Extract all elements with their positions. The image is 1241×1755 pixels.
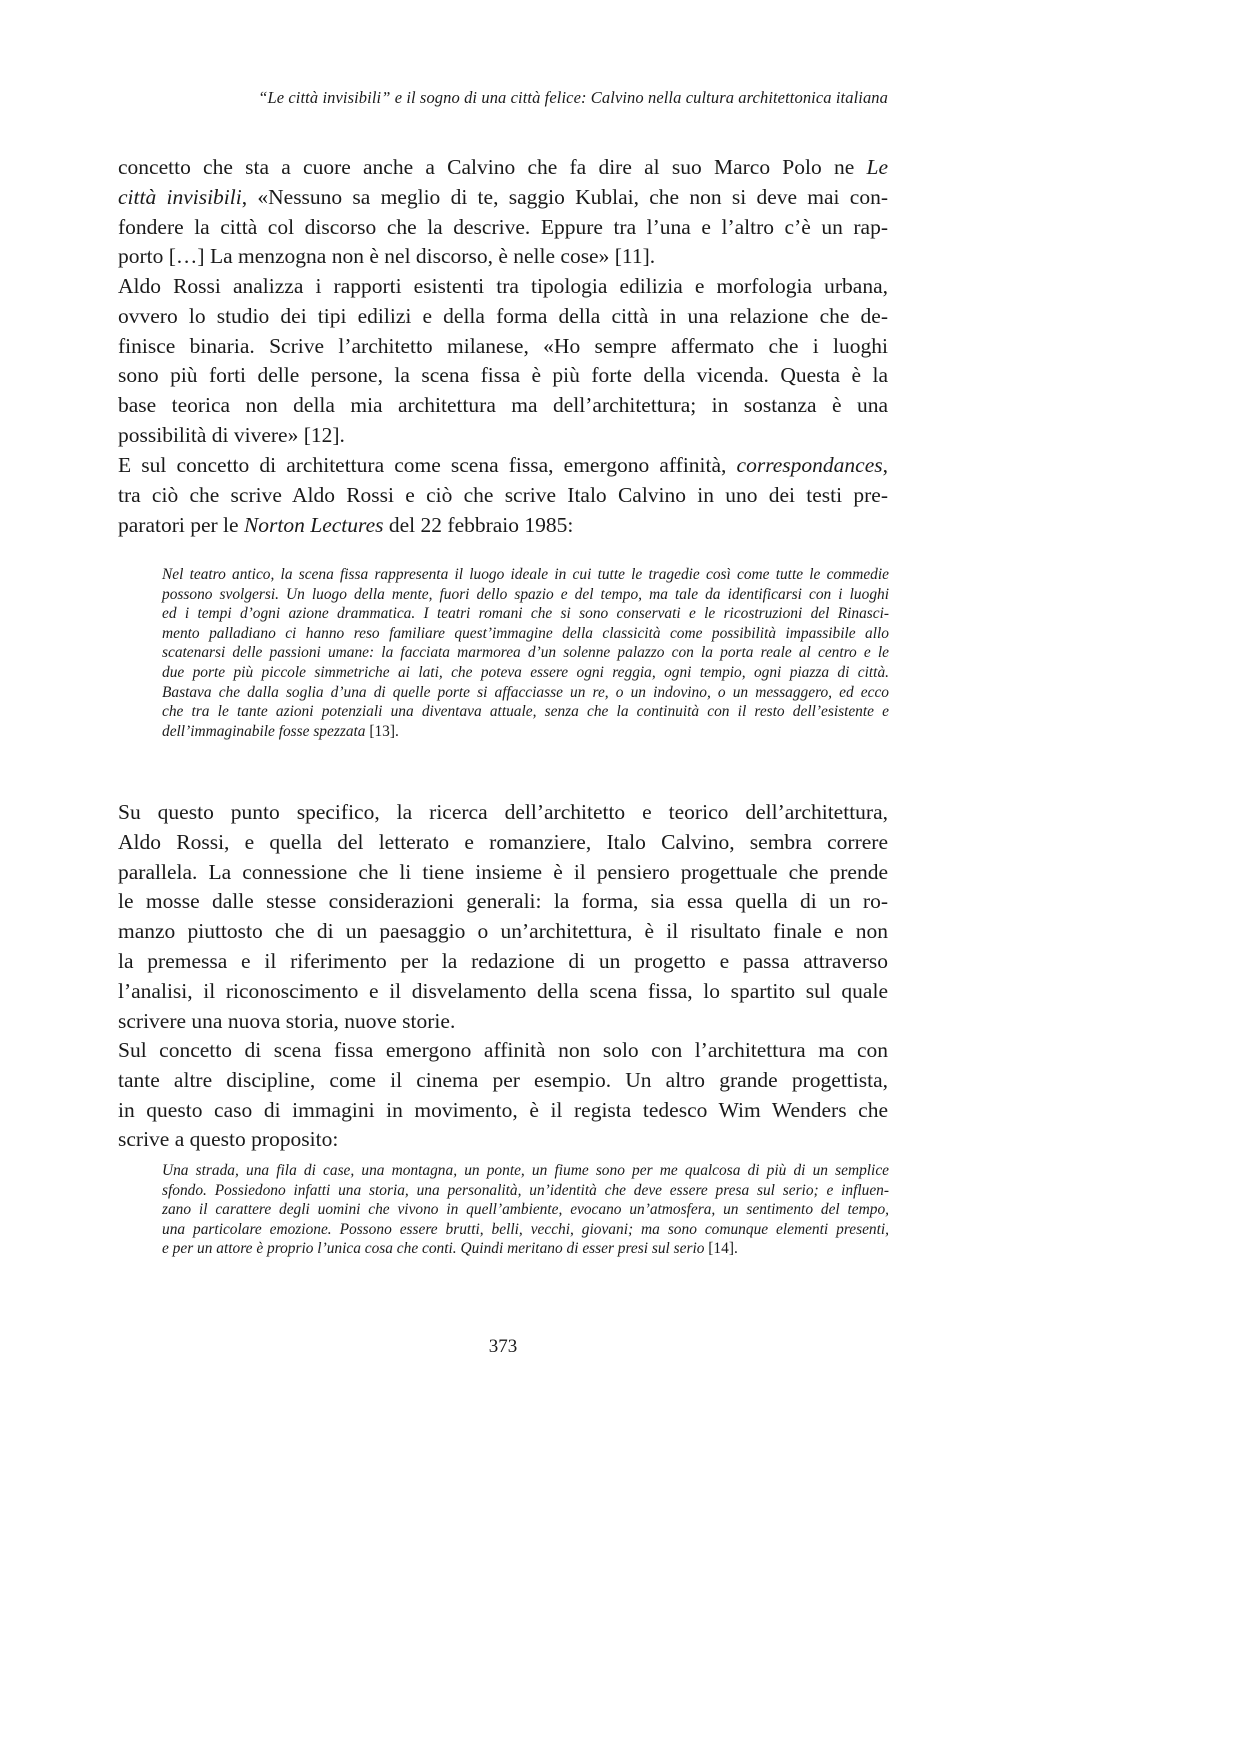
- paragraph-4: [118, 798, 888, 1036]
- quote-line: zano il carattere degli uomini che vivono in quell’ambiente, evocano un’atmosfera, un sentimento del tempo,: [162, 1201, 889, 1219]
- paragraph-line: paratori per le Norton Lectures del 22 febbraio 1985:: [118, 512, 574, 537]
- paragraph-2: [118, 272, 888, 451]
- paragraph-line: Sul concetto di scena fissa emergono affinità non solo con l’architettura ma con: [118, 1038, 888, 1062]
- quote-line: due porte più piccole simmetriche ai lati, che poteva essere ogni reggia, ogni tempio, ogni piazza di città.: [162, 663, 889, 681]
- quote-line: sfondo. Possiedono infatti una storia, una personalità, un’identità che deve essere presa sul serio; e influen-: [162, 1181, 889, 1199]
- paragraph-5: [118, 1036, 888, 1155]
- citation-ref: [14].: [704, 1240, 738, 1258]
- running-head: “Le città invisibili” e il sogno di una città felice: Calvino nella cultura architettonica italiana: [258, 88, 888, 107]
- paragraph-line: Su questo punto specifico, la ricerca dell’architetto e teorico dell’architettura,: [118, 800, 888, 824]
- quote-line: Bastava che dalla soglia d’una di quelle porte si affacciasse un re, o un indovino, o un messaggero, ed ecco: [162, 683, 889, 701]
- quote-line: Nel teatro antico, la scena fissa rappresenta il luogo ideale in cui tutte le tragedie così come tutte le commedie: [162, 566, 889, 583]
- paragraph-line: città invisibili, «Nessuno sa meglio di te, saggio Kublai, che non si deve mai con-: [118, 184, 888, 209]
- paragraph-line: possibilità di vivere» [12].: [118, 422, 345, 447]
- quote-line: una particolare emozione. Possono essere brutti, belli, vecchi, giovani; ma sono comunque elementi presenti,: [162, 1220, 889, 1238]
- paragraph-line: tra ciò che scrive Aldo Rossi e ciò che scrive Italo Calvino in uno dei testi pre-: [118, 482, 888, 507]
- emphasis-title: Norton Lectures: [243, 512, 384, 537]
- paragraph-line: le mosse dalle stesse considerazioni generali: la forma, sia essa quella di un ro-: [118, 889, 888, 914]
- paragraph-line: finisce binaria. Scrive l’architetto milanese, «Ho sempre affermato che i luoghi: [118, 333, 888, 358]
- quote-line: possono svolgersi. Un luogo della mente, fuori dello spazio e del tempo, ma tale da identificarsi con i luoghi: [162, 585, 889, 603]
- paragraph-line: base teorica non della mia architettura ma dell’architettura; in sostanza è una: [118, 393, 888, 418]
- paragraph-line: ovvero lo studio dei tipi edilizi e della forma della città in una relazione che de-: [118, 303, 888, 328]
- quote-line: e per un attore è proprio l’unica cosa che conti. Quindi meritano di esser presi sul serio [14].: [162, 1240, 738, 1258]
- paragraph-line: E sul concetto di architettura come scena fissa, emergono affinità, correspondances,: [118, 453, 888, 477]
- paragraph-line: sono più forti delle persone, la scena fissa è più forte della vicenda. Questa è la: [118, 363, 888, 388]
- paragraph-line: porto […] La menzogna non è nel discorso, è nelle cose» [11].: [118, 244, 656, 269]
- block-quote-2: [162, 1161, 889, 1259]
- paragraph-line: Aldo Rossi, e quella del letterato e romanziere, Italo Calvino, sembra correre: [118, 829, 888, 854]
- emphasis-title: città invisibili: [118, 184, 242, 209]
- paragraph-line: concetto che sta a cuore anche a Calvino che fa dire al suo Marco Polo ne Le: [118, 155, 888, 179]
- block-quote-1: [162, 565, 889, 741]
- quote-line: ed i tempi d’ogni azione drammatica. I teatri romani che si sono conservati e le ricostruzioni del Rinasci-: [162, 605, 889, 623]
- paragraph-line: fondere la città col discorso che la descrive. Eppure tra l’una e l’altro c’è un rap-: [118, 214, 888, 239]
- paragraph-line: tante altre discipline, come il cinema per esempio. Un altro grande progettista,: [118, 1067, 888, 1092]
- paragraph-line: Aldo Rossi analizza i rapporti esistenti tra tipologia edilizia e morfologia urbana,: [118, 274, 888, 298]
- paragraph-1: [118, 153, 888, 272]
- emphasis-title: Le: [866, 155, 888, 179]
- quote-line: Una strada, una fila di case, una montagna, un ponte, un fiume sono per me qualcosa di più di un semplice: [162, 1162, 889, 1179]
- paragraph-line: manzo piuttosto che di un paesaggio o un’architettura, è il risultato finale e non: [118, 919, 888, 944]
- quote-line: che tra le tante azioni potenziali una diventava attuale, senza che la continuità con il resto dell’esistente e: [162, 703, 889, 721]
- paragraph-line: scrive a questo proposito:: [118, 1127, 339, 1152]
- emphasis-term: correspondances: [736, 453, 883, 477]
- paragraph-line: l’analisi, il riconoscimento e il disvelamento della scena fissa, lo spartito sul quale: [118, 978, 888, 1003]
- paragraph-line: la premessa e il riferimento per la redazione di un progetto e passa attraverso: [118, 948, 888, 973]
- page-number: 373: [488, 1336, 518, 1357]
- paragraph-line: scrivere una nuova storia, nuove storie.: [118, 1008, 456, 1033]
- quote-line: mento palladiano ci hanno reso familiare quest’immagine della classicità come possibilità impassibile allo: [162, 624, 889, 642]
- paragraph-line: parallela. La connessione che li tiene insieme è il pensiero progettuale che prende: [118, 859, 888, 884]
- citation-ref: [13].: [365, 722, 399, 740]
- paragraph-3: [118, 451, 888, 540]
- paragraph-line: in questo caso di immagini in movimento, è il regista tedesco Wim Wenders che: [118, 1097, 888, 1122]
- quote-line: dell’immaginabile fosse spezzata [13].: [162, 722, 399, 740]
- quote-line: scatenarsi delle passioni umane: la facciata marmorea d’un solenne palazzo con la porta reale al centro e le: [162, 644, 889, 662]
